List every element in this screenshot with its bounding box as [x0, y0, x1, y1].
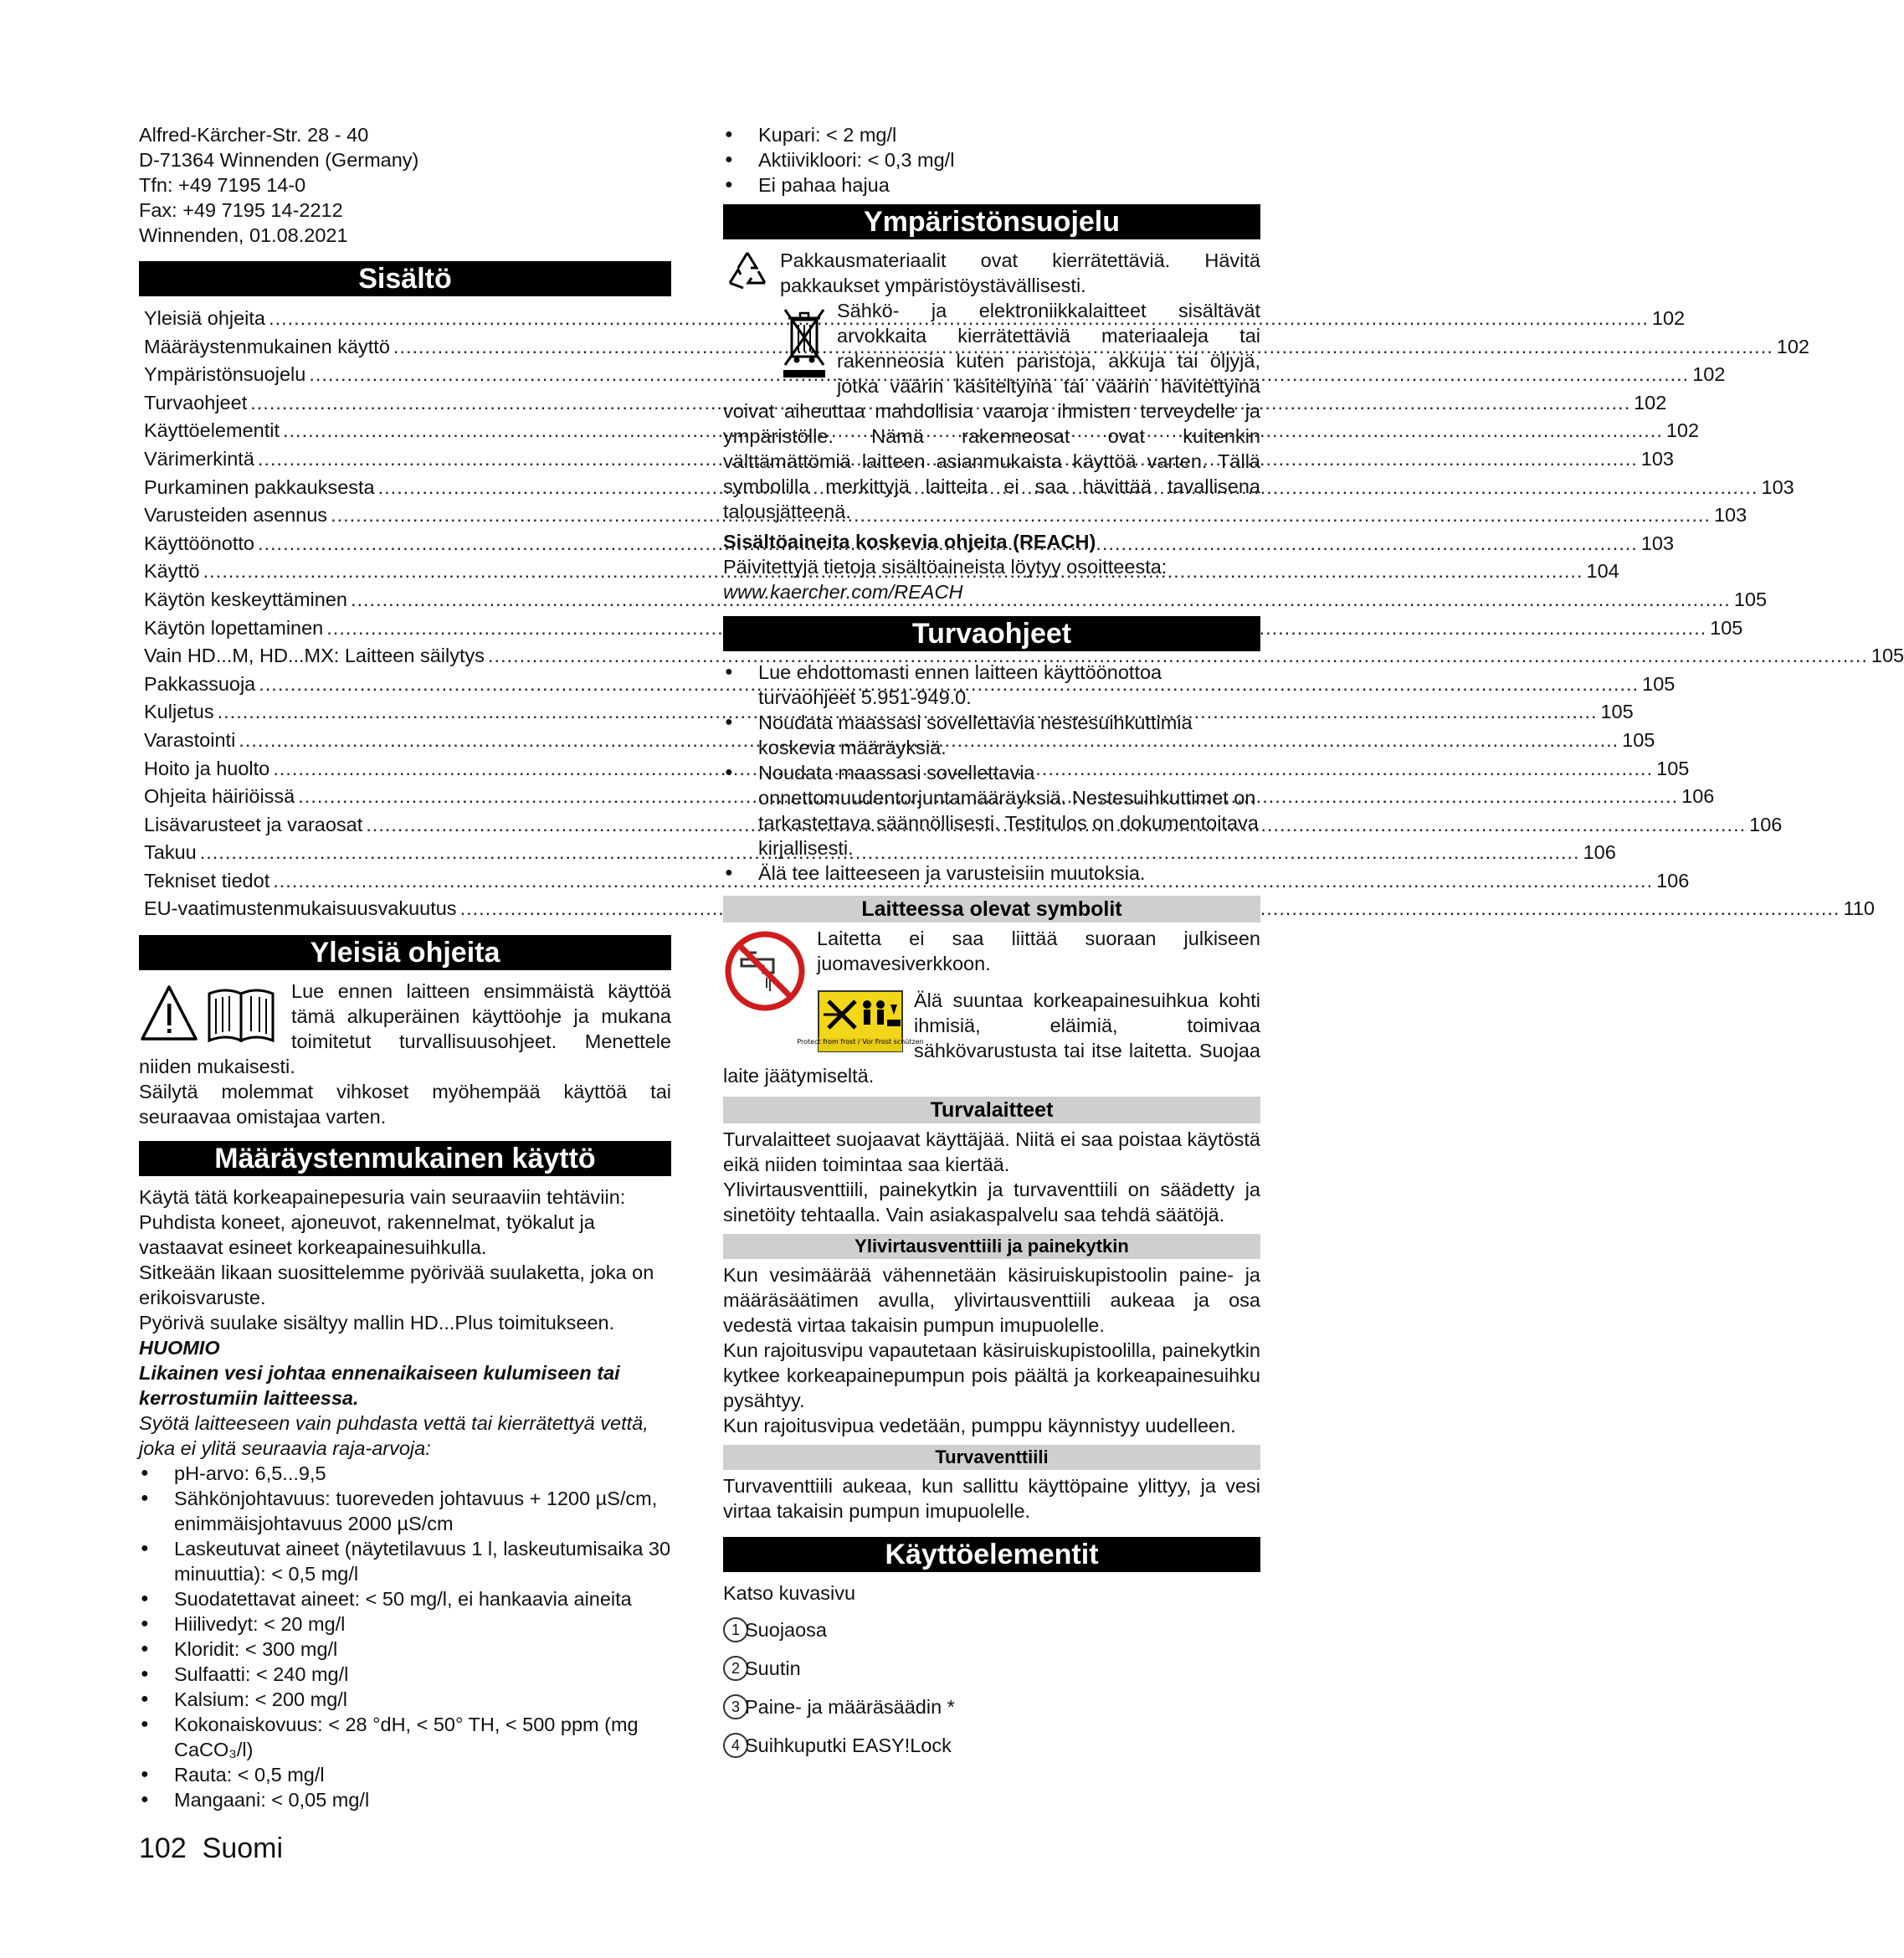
address-fax: Fax: +49 7195 14-2212	[139, 199, 343, 221]
controls-heading: Käyttöelementit	[723, 1537, 1260, 1572]
toc-entry-title: Käyttöelementit	[144, 419, 280, 442]
environment-paragraph-2: Sähkö- ja elektroniikkalaitteet sisältävät arvokkaita kierrätettäviä materiaaleja tai rakenneosia kuten paristoja, akkuja tai öljyjä, jotka väärin käsiteltyinä tai väärin hävitettyinä voivat aiheuttaa mahdollisia vaaroja ihmisten terveydelle ja ympäristölle. Nämä rakenneosat ovat kuitenkin välttämättömiä laitteen asianmukaista käyttöä varten. Tällä symbolilla merkittyjä laitteita ei saa hävittää tavallisena talousjätteenä.	[723, 300, 1260, 522]
toc-entry-title: Tekniset tiedot	[144, 869, 270, 892]
intended-use-section	[139, 1185, 671, 1812]
overflow-valve-paragraph-1: Kun vesimäärää vähennetään käsiruiskupistoolin paine- ja määräsäätimen avulla, ylivirtausventtiili aukeaa ja osa vedestä virtaa takaisin pumpun imupuolelle.	[723, 1264, 1260, 1336]
environment-paragraph-1: Pakkausmateriaalit ovat kierrätettäviä. Hävitä pakkaukset ympäristöystävällisesti.	[780, 249, 1260, 296]
toc-entry-title: Käytön lopettaminen	[144, 616, 324, 639]
toc-entry-title: Värimerkintä	[144, 447, 254, 470]
callout-number: 4	[723, 1733, 748, 1758]
toc-entry-page: 106	[1749, 813, 1783, 835]
toc-entry-page: 105	[1642, 672, 1676, 695]
toc-entry-title: Takuu	[144, 841, 197, 864]
callout-number: 1	[723, 1617, 748, 1642]
recycle-icon-wrap	[723, 249, 772, 301]
note-bold-text: Likainen vesi johtaa ennenaikaiseen kulumiseen tai kerrostumiin laitteessa.	[139, 1362, 620, 1410]
control-label: Suutin	[745, 1657, 801, 1679]
water-limits-list-continued	[723, 122, 1260, 198]
toc-entry-page: 106	[1656, 869, 1690, 892]
reach-heading: Sisältöaineita koskevia ohjeita (REACH)	[723, 531, 1096, 552]
list-item: ● Noudata maassasi sovellettavia onnettomuudentorjuntamääräyksiä. Nestesuihkuttimet on tarkastettava säännöllisesti. Testitulos on dokumentoitava kirjallisesti.	[723, 760, 1260, 861]
toc-entry[interactable]	[144, 389, 1667, 418]
reach-text: Päivitettyjä tietoja sisältöaineista löytyy osoitteesta:	[723, 556, 1168, 578]
toc-entry-page: 104	[1586, 560, 1619, 583]
overflow-valve-paragraph-3: Kun rajoitusvipua vedetään, pumppu käynnistyy uudelleen.	[723, 1415, 1236, 1436]
toc-entry-title: EU-vaatimustenmukaisuusvakuutus	[144, 897, 457, 920]
toc-entry-title: Kuljetus	[144, 701, 214, 723]
note-italic-text: Syötä laitteeseen vain puhdasta vettä tai kierrätettyä vettä, joka ei ylitä seuraavia raja-arvoja:	[139, 1412, 649, 1460]
control-label: Paine- ja määräsäädin *	[745, 1696, 955, 1718]
list-item: ● Aktiivikloori: < 0,3 mg/l	[723, 147, 1260, 172]
note-label: HUOMIO	[139, 1337, 220, 1359]
toc-entry-page: 105	[1710, 616, 1743, 639]
toc-entry[interactable]	[144, 417, 1700, 445]
toc-entry[interactable]	[144, 305, 1686, 333]
symbol-row-water	[723, 926, 1260, 976]
toc-entry-page: 102	[1776, 335, 1809, 357]
toc-entry-title: Pakkassuoja	[144, 672, 256, 695]
list-item: ● Kalsium: < 200 mg/l	[139, 1687, 671, 1712]
toc-entry[interactable]	[144, 642, 1904, 671]
list-item: ● Ei pahaa hajua	[723, 172, 1260, 198]
toc-entry-page: 110	[1843, 897, 1875, 920]
toc-entry-title: Yleisiä ohjeita	[144, 307, 266, 329]
callout-number: 2	[723, 1656, 748, 1681]
toc-entry-title: Määräystenmukainen käyttö	[144, 335, 390, 357]
toc-entry-page: 105	[1622, 728, 1655, 751]
water-limits-list	[139, 1461, 671, 1812]
toc-entry-page: 102	[1665, 419, 1700, 442]
control-item	[723, 1726, 1260, 1765]
toc-entry[interactable]	[144, 755, 1690, 784]
right-column	[723, 122, 1260, 1765]
address-place-date: Winnenden, 01.08.2021	[139, 224, 348, 246]
toc-entry-title: Purkaminen pakkauksesta	[144, 475, 375, 498]
symbol-text-jet: Älä suuntaa korkeapainesuihkua kohti ihmisiä, eläimiä, toimivaa sähkövarustusta tai itse laitetta. Suojaa laite jäätymiseltä.	[723, 989, 1260, 1087]
list-item: ● Kokonaiskovuus: < 28 °dH, < 50° TH, < 500 ppm (mg CaCO₃/l)	[139, 1712, 671, 1762]
intended-use-paragraph-2: Sitkeään likaan suosittelemme pyörivää suulaketta, joka on erikoisvaruste.	[139, 1262, 654, 1309]
toc-entry-title: Käytön keskeyttäminen	[144, 588, 347, 610]
toc-entry-title: Lisävarusteet ja varaosat	[144, 813, 363, 835]
intended-use-paragraph-1: Käytä tätä korkeapainepesuria vain seuraaviin tehtäviin: Puhdista koneet, ajoneuvot, rakennelmat, työkalut ja vastaavat esineet korkeapainesuihkulla.	[139, 1186, 626, 1259]
control-label: Suojaosa	[745, 1619, 827, 1641]
address-city: D-71364 Winnenden (Germany)	[139, 149, 419, 171]
toc-entry-page: 103	[1713, 504, 1747, 527]
toc-entry-title: Käyttöönotto	[144, 532, 254, 554]
toc-entry-page: 106	[1681, 785, 1715, 808]
toc-entry[interactable]	[144, 783, 1715, 811]
toc-entry-page: 103	[1640, 532, 1675, 554]
control-label: Suihkuputki EASY!Lock	[745, 1734, 952, 1756]
toc-entry-title: Ympäristönsuojelu	[144, 363, 306, 386]
list-item: ● Suodatettavat aineet: < 50 mg/l, ei hankaavia aineita	[139, 1586, 671, 1611]
symbol-text-water: Laitetta ei saa liittää suoraan julkiseen juomavesiverkkoon.	[817, 928, 1260, 974]
control-item	[723, 1649, 1260, 1688]
toc-heading: Sisältö	[139, 261, 671, 296]
general-paragraph-2: Säilytä molemmat vihkoset myöhempää käyttöä tai seuraavaa omistajaa varten.	[139, 1081, 671, 1128]
toc-entry-page: 106	[1583, 841, 1616, 864]
toc-entry-page: 102	[1634, 391, 1667, 414]
general-heading: Yleisiä ohjeita	[139, 935, 671, 970]
toc-entry-title: Hoito ja huolto	[144, 757, 270, 779]
crossed-bin-icon	[780, 303, 829, 380]
reach-url[interactable]: www.kaercher.com/REACH	[723, 581, 963, 603]
no-drinking-water-icon-wrap	[723, 928, 807, 1017]
address-block	[139, 122, 671, 248]
list-item: ● Sähkönjohtavuus: tuoreveden johtavuus + 1200 µS/cm, enimmäisjohtavuus 2000 µS/cm	[139, 1486, 671, 1536]
control-item	[723, 1688, 1260, 1726]
list-item: ● Hiilivedyt: < 20 mg/l	[139, 1611, 671, 1637]
page-footer	[139, 1832, 283, 1865]
list-item: ● Rauta: < 0,5 mg/l	[139, 1762, 671, 1787]
safety-valve-paragraph: Turvaventtiili aukeaa, kun sallittu käyttöpaine ylittyy, ja vesi virtaa takaisin pumpun imupuolelle.	[723, 1475, 1260, 1522]
weee-icon-wrap	[780, 303, 829, 386]
environment-heading: Ympäristönsuojelu	[723, 204, 1260, 239]
list-item: ● pH-arvo: 6,5...9,5	[139, 1461, 671, 1486]
safety-devices-paragraph-2: Ylivirtausventtiili, painekytkin ja turvaventtiili on säädetty ja sinetöity tehtaalla. Vain asiakaspalvelu saa tehdä säätöjä.	[723, 1179, 1260, 1226]
toc-entry-page: 103	[1640, 447, 1674, 470]
list-item: ● Kloridit: < 300 mg/l	[139, 1637, 671, 1662]
controls-list	[723, 1611, 1260, 1765]
warning-book-icon	[139, 980, 281, 1047]
toc-entry[interactable]	[144, 474, 1794, 502]
list-item: ● Lue ehdottomasti ennen laitteen käyttöönottoa turvaohjeet 5.951-949.0.	[723, 660, 1260, 710]
list-item: ● Mangaani: < 0,05 mg/l	[139, 1787, 671, 1812]
toc-entry-page: 105	[1733, 588, 1768, 610]
safety-valve-heading: Turvaventtiili	[723, 1445, 1260, 1470]
toc-entry-title: Ohjeita häiriöissä	[144, 785, 295, 808]
callout-number: 3	[723, 1694, 748, 1719]
symbols-heading: Laitteessa olevat symbolit	[723, 896, 1260, 922]
toc-entry-page: 105	[1871, 645, 1904, 667]
control-item	[723, 1611, 1260, 1649]
general-paragraph-1: Lue ennen laitteen ensimmäistä käyttöä tämä alkuperäinen käyttöohje ja mukana toimitetut turvallisuusohjeet. Menettele niiden mukaisesti.	[139, 980, 671, 1078]
toc-entry[interactable]	[144, 501, 1747, 530]
toc-entry-title: Vain HD...M, HD...MX: Laitteen säilytys	[144, 645, 485, 667]
no-drinking-water-connection-icon	[723, 928, 807, 1011]
toc-entry-page: 102	[1692, 363, 1726, 386]
list-item: ● Kupari: < 2 mg/l	[723, 122, 1260, 147]
list-item: ● Älä tee laitteeseen ja varusteisiin muutoksia.	[723, 861, 1260, 886]
list-item: ● Laskeutuvat aineet (näytetilavuus 1 l, laskeutumisaika 30 minuuttia): < 0,5 mg/l	[139, 1536, 671, 1586]
toc-entry[interactable]	[144, 839, 1616, 867]
safety-heading: Turvaohjeet	[723, 616, 1260, 651]
intended-use-paragraph-3: Pyörivä suulake sisältyy mallin HD...Plus toimitukseen.	[139, 1312, 615, 1334]
toc-entry-page: 102	[1651, 307, 1686, 329]
address-street: Alfred-Kärcher-Str. 28 - 40	[139, 124, 369, 146]
no-jet-at-people-icon	[797, 989, 924, 1053]
safety-devices-paragraph-1: Turvalaitteet suojaavat käyttäjää. Niitä ei saa poistaa käytöstä eikä niiden toimintaa saa kiertää.	[723, 1128, 1260, 1175]
controls-intro: Katso kuvasivu	[723, 1582, 856, 1604]
intended-use-heading: Määräystenmukainen käyttö	[139, 1141, 671, 1176]
toc-entry[interactable]	[144, 361, 1726, 389]
toc-entry-page: 105	[1600, 701, 1634, 723]
overflow-valve-heading: Ylivirtausventtiili ja painekytkin	[723, 1234, 1260, 1259]
page-number: 102	[139, 1832, 187, 1864]
sign-caption: Protect from frost / Vor Frost schützen	[797, 1038, 924, 1046]
no-jet-icon-wrap	[797, 989, 924, 1059]
overflow-valve-paragraph-2: Kun rajoitusvipu vapautetaan käsiruiskupistoolilla, painekytkin kytkee korkeapainepumpun pois päältä ja korkeapainesuihku pysähtyy.	[723, 1339, 1260, 1411]
list-item: ● Noudata maassasi sovellettavia nestesuihkuttimia koskevia määräyksiä.	[723, 710, 1260, 760]
toc-entry[interactable]	[144, 445, 1674, 474]
toc-entry-page: 105	[1656, 757, 1690, 779]
toc-entry-title: Varastointi	[144, 728, 236, 751]
recycle-icon	[723, 249, 772, 295]
toc-entry[interactable]	[144, 333, 1809, 362]
general-section	[139, 979, 671, 1129]
toc-entry[interactable]	[144, 698, 1634, 727]
address-phone: Tfn: +49 7195 14-0	[139, 174, 306, 196]
safety-list	[723, 660, 1260, 886]
list-item: ● Sulfaatti: < 240 mg/l	[139, 1662, 671, 1687]
toc-entry-title: Varusteiden asennus	[144, 504, 328, 527]
safety-devices-heading: Turvalaitteet	[723, 1097, 1260, 1123]
warning-manual-icons	[139, 980, 281, 1053]
toc-entry-title: Käyttö	[144, 560, 200, 583]
page-language: Suomi	[202, 1832, 284, 1864]
toc-entry-title: Turvaohjeet	[144, 391, 248, 414]
environment-section	[723, 248, 1260, 604]
toc-entry-page: 103	[1761, 475, 1794, 498]
toc-entry[interactable]	[144, 811, 1783, 840]
